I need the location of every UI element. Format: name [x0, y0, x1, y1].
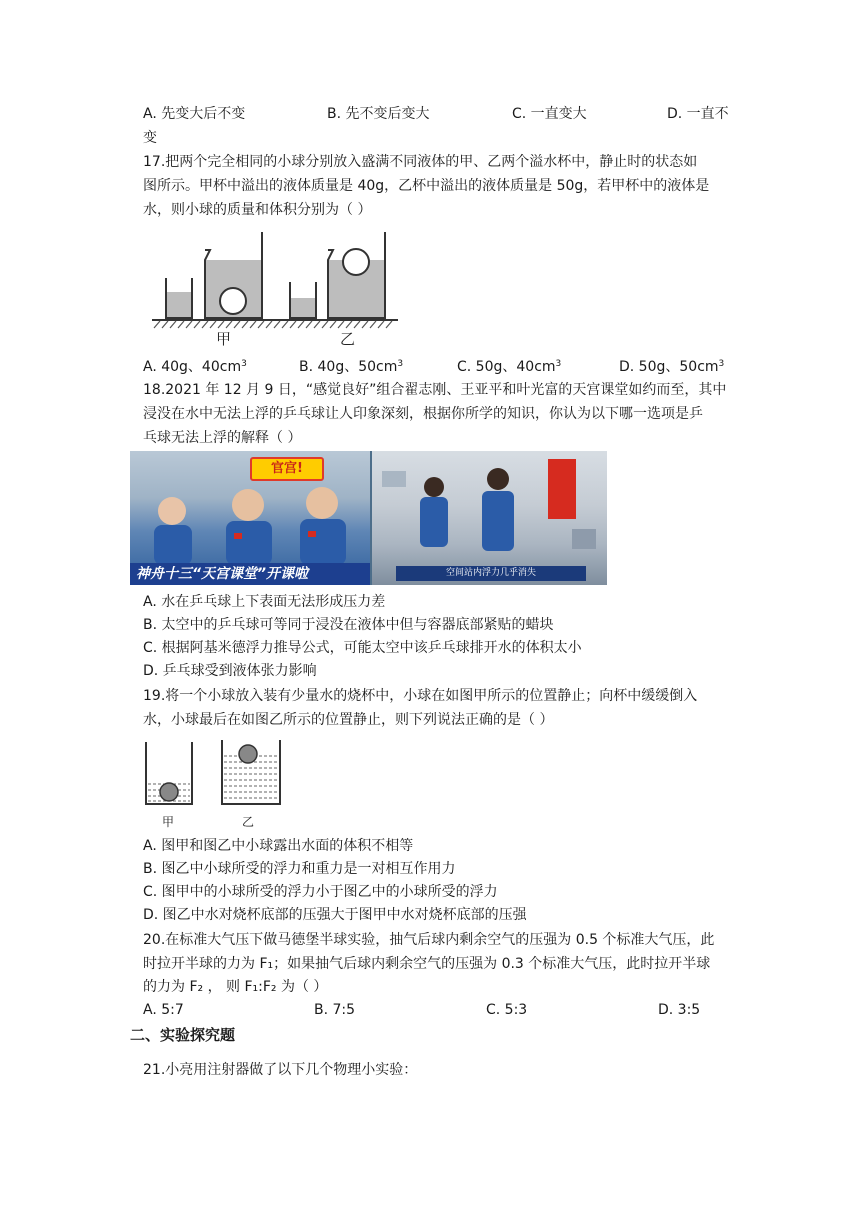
q18-photo-banner2: 空间站内浮力几乎消失 — [396, 566, 586, 581]
q17-figure-label-jia: 甲 — [216, 330, 232, 348]
q17-option-b: B. 40g、$50cm^3$ — [299, 359, 404, 375]
q17-stem-line2: 图所示。甲杯中溢出的液体质量是 40g，乙杯中溢出的液体质量是 50g，若甲杯中的液体是 — [143, 178, 710, 194]
q17-overflow-cups-figure — [150, 226, 400, 350]
q16-option-d: D. 一直不 — [667, 106, 729, 122]
q20-option-d: D. 3:5 — [658, 1002, 701, 1018]
q19-figure-label-yi: 乙 — [242, 815, 255, 829]
q20-stem-line3: 的力为 F₂ ， 则 F₁:F₂ 为（ ） — [143, 979, 328, 995]
q19-option-c: C. 图甲中的小球所受的浮力小于图乙中的小球所受的浮力 — [143, 884, 498, 900]
q18-photo-tag: 官宫! — [250, 457, 324, 481]
q19-option-b: B. 图乙中小球所受的浮力和重力是一对相互作用力 — [143, 861, 456, 877]
q17-stem-line3: 水，则小球的质量和体积分别为（ ） — [143, 202, 372, 218]
q16-option-c: C. 一直变大 — [512, 106, 587, 122]
q17-figure-label-yi: 乙 — [340, 330, 356, 348]
q19-stem-line2: 水，小球最后在如图乙所示的位置静止，则下列说法正确的是（ ） — [143, 712, 554, 728]
q18-option-a: A. 水在乒乓球上下表面无法形成压力差 — [143, 594, 386, 610]
q19-option-a: A. 图甲和图乙中小球露出水面的体积不相等 — [143, 838, 414, 854]
q21-stem-line1: 21.小亮用注射器做了以下几个物理小实验： — [143, 1062, 418, 1078]
q18-space-classroom-photo — [130, 451, 607, 585]
q16-option-a: A. 先变大后不变 — [143, 106, 246, 122]
q18-stem-line1: 18.2021 年 12 月 9 日，“感觉良好”组合翟志刚、王亚平和叶光富的天宫课堂如约而至，其中 — [143, 382, 727, 398]
q18-photo-right-panel — [372, 451, 607, 585]
q18-option-c: C. 根据阿基米德浮力推导公式，可能太空中该乒乓球排开水的体积太小 — [143, 640, 582, 656]
q19-figure-label-jia: 甲 — [162, 815, 175, 829]
q17-option-a: A. 40g、$40cm^3$ — [143, 359, 247, 375]
q17-right-ball — [343, 249, 369, 275]
q17-left-small-beaker-liquid — [166, 292, 192, 318]
q20-option-b: B. 7:5 — [314, 1002, 356, 1018]
q18-option-b: B. 太空中的乒乓球可等同于浸没在液体中但与容器底部紧贴的蜡块 — [143, 617, 554, 633]
q18-photo-banner: 神舟十三“天宫课堂”开课啦 — [130, 563, 370, 585]
q17-left-ball — [220, 288, 246, 314]
q17-option-c: C. 50g、$40cm^3$ — [457, 359, 562, 375]
q18-option-d: D. 乒乓球受到液体张力影响 — [143, 663, 317, 679]
q19-left-ball — [160, 783, 178, 801]
section-heading-experiments: 二、实验探究题 — [130, 1026, 236, 1044]
q16-option-b: B. 先不变后变大 — [327, 106, 430, 122]
q18-stem-line2: 浸没在水中无法上浮的乒乓球让人印象深刻，根据你所学的知识，你认为以下哪一选项是乒 — [143, 406, 703, 422]
q19-option-d: D. 图乙中水对烧杯底部的压强大于图甲中水对烧杯底部的压强 — [143, 907, 527, 923]
q17-option-d: D. 50g、$50cm^3$ — [619, 359, 725, 375]
q19-beakers-figure — [138, 736, 288, 831]
q20-stem-line1: 20.在标准大气压下做马德堡半球实验，抽气后球内剩余空气的压强为 0.5 个标准大气压，此 — [143, 932, 715, 948]
q20-option-c: C. 5:3 — [486, 1002, 528, 1018]
q17-stem-line1: 17.把两个完全相同的小球分别放入盛满不同液体的甲、乙两个溢水杯中，静止时的状态如 — [143, 154, 698, 170]
q19-right-ball — [239, 745, 257, 763]
q18-photo-left-panel — [130, 451, 370, 585]
q20-option-a: A. 5:7 — [143, 1002, 184, 1018]
q18-stem-line3: 乓球无法上浮的解释（ ） — [143, 430, 302, 446]
q19-stem-line1: 19.将一个小球放入装有少量水的烧杯中，小球在如图甲所示的位置静止；向杯中缓缓倒入 — [143, 688, 698, 704]
q17-right-small-beaker-liquid — [290, 298, 316, 318]
q20-stem-line2: 时拉开半球的力为 F₁；如果抽气后球内剩余空气的压强为 0.3 个标准大气压，此时拉开半球 — [143, 956, 711, 972]
q16-option-d-continued: 变 — [143, 130, 157, 146]
